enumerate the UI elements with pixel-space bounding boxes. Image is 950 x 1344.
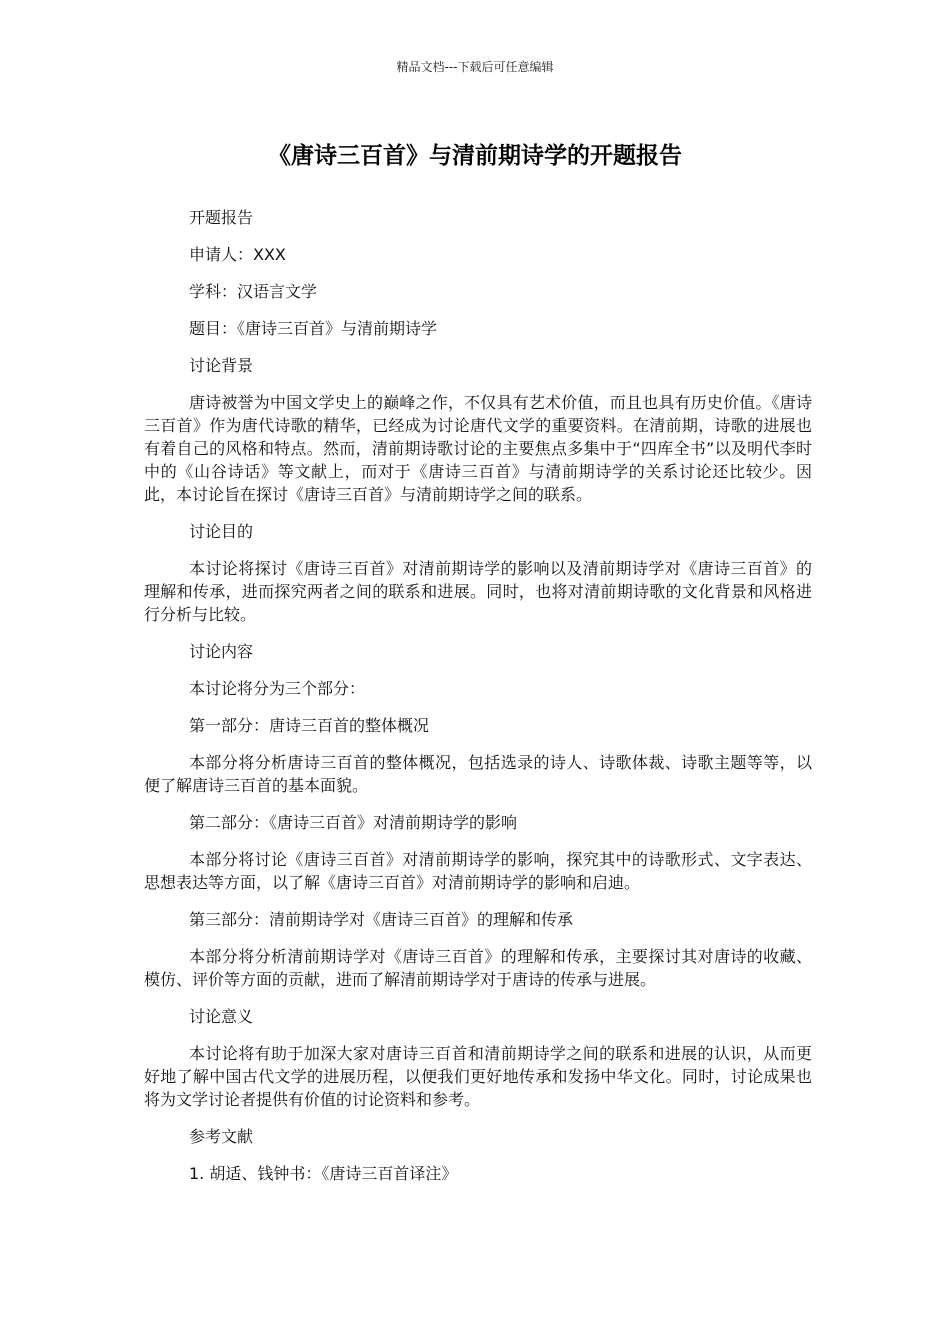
significance-heading: 讨论意义: [189, 1007, 254, 1026]
topic-line: 题目：《唐诗三百首》与清前期诗学: [189, 319, 438, 338]
part2-heading: 第二部分：《唐诗三百首》对清前期诗学的影响: [189, 813, 518, 832]
header-note: 精品文档---下载后可任意编辑: [396, 60, 554, 74]
background-heading: 讨论背景: [189, 356, 254, 375]
document-title: 《唐诗三百首》与清前期诗学的开题报告: [268, 143, 682, 169]
significance-paragraph: 本讨论将有助于加深大家对唐诗三百首和清前期诗学之间的联系和进展的认识，从而更好地了解中国古代文学的进展历程，以便我们更好地传承和发扬中华文化。同时，讨论成果也将为文学讨论者提供有价值的讨论资料和参考。: [144, 1044, 812, 1109]
background-paragraph: 唐诗被誉为中国文学史上的巅峰之作，不仅具有艺术价值，而且也具有历史价值。《唐诗三百首》作为唐代诗歌的精华，已经成为讨论唐代文学的重要资料。在清前期，诗歌的进展也有着自己的风格和特点。然而，清前期诗歌讨论的主要焦点多集中于“四库全书”以及明代李时中的《山谷诗话》等文献上，而对于《唐诗三百首》与清前期诗学的关系讨论还比较少。因此，本讨论旨在探讨《唐诗三百首》与清前期诗学之间的联系。: [144, 393, 812, 504]
part3-heading: 第三部分：清前期诗学对《唐诗三百首》的理解和传承: [189, 910, 574, 929]
reference-item: 1. 胡适、钱钟书：《唐诗三百首译注》: [189, 1164, 458, 1183]
applicant-line: 申请人：XXX: [189, 245, 286, 264]
references-heading: 参考文献: [189, 1127, 254, 1146]
purpose-heading: 讨论目的: [189, 522, 254, 541]
part1-paragraph: 本部分将分析唐诗三百首的整体概况，包括选录的诗人、诗歌体裁、诗歌主题等等，以便了解唐诗三百首的基本面貌。: [144, 753, 812, 795]
report-label: 开题报告: [189, 208, 254, 227]
purpose-paragraph: 本讨论将探讨《唐诗三百首》对清前期诗学的影响以及清前期诗学对《唐诗三百首》的理解和传承，进而探究两者之间的联系和进展。同时，也将对清前期诗歌的文化背景和风格进行分析与比较。: [144, 559, 812, 624]
content-heading: 讨论内容: [189, 642, 254, 661]
part1-heading: 第一部分：唐诗三百首的整体概况: [189, 716, 430, 735]
part3-paragraph: 本部分将分析清前期诗学对《唐诗三百首》的理解和传承，主要探讨其对唐诗的收藏、模仿、评价等方面的贡献，进而了解清前期诗学对于唐诗的传承与进展。: [144, 947, 812, 989]
part2-paragraph: 本部分将讨论《唐诗三百首》对清前期诗学的影响，探究其中的诗歌形式、文字表达、思想表达等方面，以了解《唐诗三百首》对清前期诗学的影响和启迪。: [144, 850, 812, 892]
content-intro: 本讨论将分为三个部分：: [189, 679, 366, 698]
subject-line: 学科：汉语言文学: [189, 282, 318, 301]
document-body: [144, 206, 812, 1199]
